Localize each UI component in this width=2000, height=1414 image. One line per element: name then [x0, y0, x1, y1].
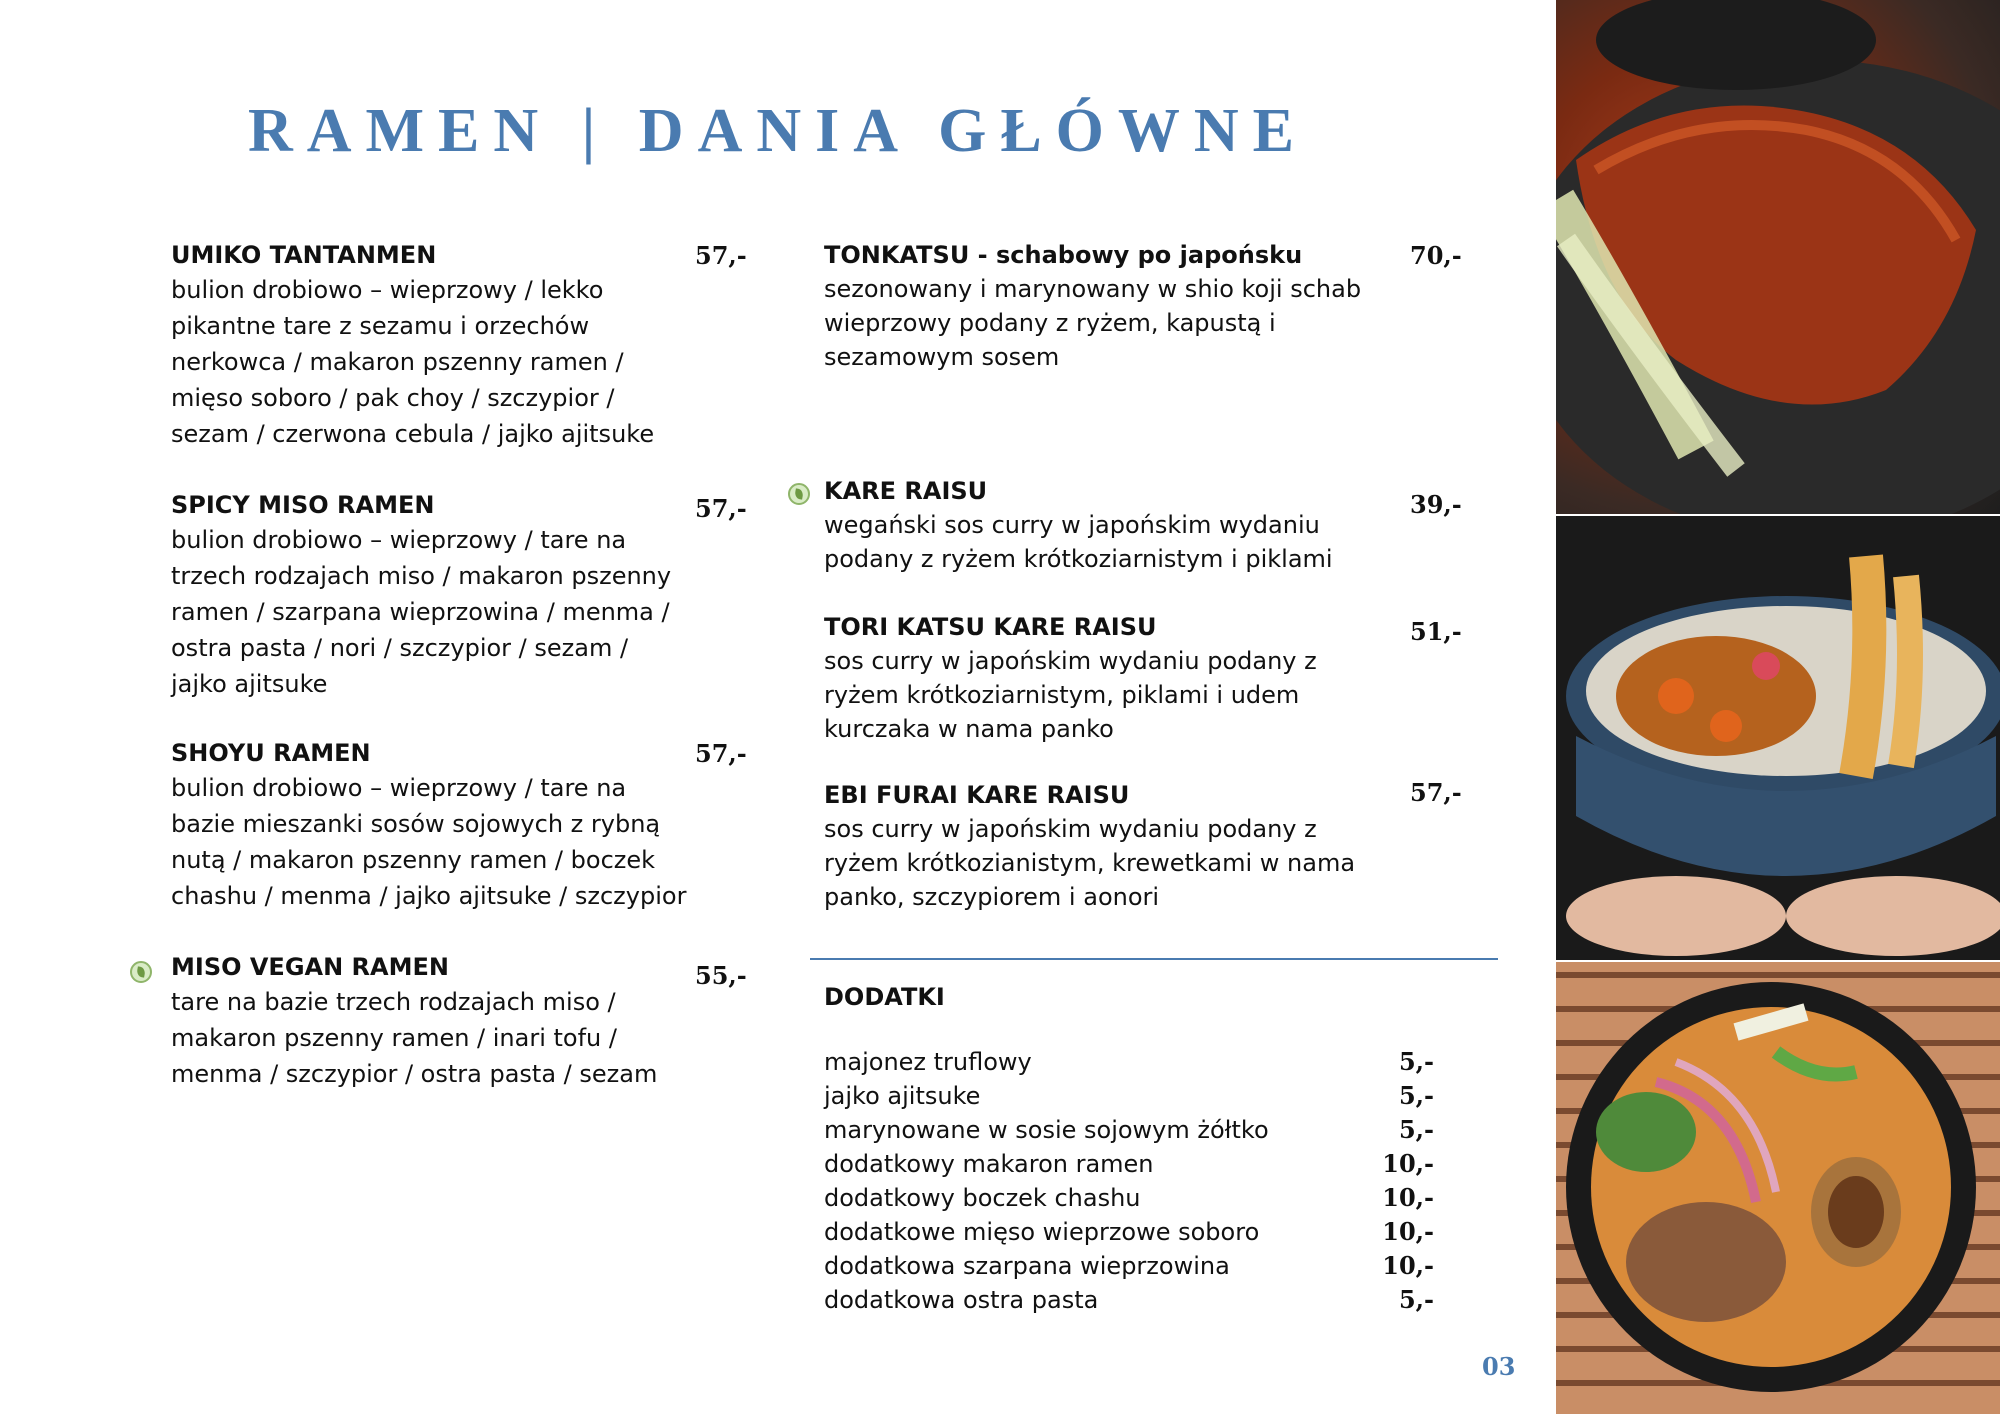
item-description: sezonowany i marynowany w shio koji schab wieprzowy podany z ryżem, kapustą i sezamowym sosem [824, 275, 1362, 371]
extra-price: 5,- [1398, 1081, 1434, 1110]
item-price: 57,- [695, 739, 747, 768]
extras-title: DODATKI [824, 983, 945, 1011]
item-name: SHOYU RAMEN [171, 739, 371, 767]
extra-price: 5,- [1398, 1115, 1434, 1144]
item-name: KARE RAISU [824, 477, 988, 505]
item-description: tare na bazie trzech rodzajach miso / makaron pszenny ramen / inari tofu / menma / szczypior / ostra pasta / sezam [171, 988, 658, 1088]
extra-name: dodatkowe mięso wieprzowe soboro [824, 1218, 1260, 1246]
extra-name: majonez truflowy [824, 1048, 1032, 1076]
item-price: 55,- [695, 961, 747, 990]
extras-row [824, 1217, 1434, 1251]
item-price: 57,- [1410, 778, 1462, 807]
item-name: UMIKO TANTANMEN [171, 241, 437, 269]
item-price: 57,- [695, 494, 747, 523]
extras-row [824, 1251, 1434, 1285]
extra-name: dodatkowa szarpana wieprzowina [824, 1252, 1230, 1280]
extra-price: 10,- [1382, 1149, 1434, 1178]
menu-item-ebi-furai-kare-raisu [824, 778, 1364, 914]
curry-bowl-photo [1556, 516, 2000, 960]
item-description: sos curry w japońskim wydaniu podany z ryżem krótkozianistym, krewetkami w nama panko, szczypiorem i aonori [824, 815, 1356, 911]
extra-price: 10,- [1382, 1183, 1434, 1212]
ramen-bowl-photo [1556, 962, 2000, 1414]
extras-row [824, 1285, 1434, 1319]
ramen-bowl-illustration [1556, 962, 2000, 1414]
extras-row [824, 1047, 1434, 1081]
extras-list [824, 1047, 1434, 1319]
item-description: sos curry w japońskim wydaniu podany z ryżem krótkoziarnistym, piklami i udem kurczaka w nama panko [824, 647, 1317, 743]
item-price: 39,- [1410, 490, 1462, 519]
extra-price: 5,- [1398, 1047, 1434, 1076]
tonkatsu-photo [1556, 0, 2000, 514]
extra-name: dodatkowy boczek chashu [824, 1184, 1141, 1212]
extra-price: 5,- [1398, 1285, 1434, 1314]
item-name: TORI KATSU KARE RAISU [824, 613, 1157, 641]
menu-item-miso-vegan-ramen [171, 950, 691, 1092]
tonkatsu-illustration [1556, 0, 2000, 514]
item-name: MISO VEGAN RAMEN [171, 953, 449, 981]
extras-row [824, 1149, 1434, 1183]
extra-name: dodatkowa ostra pasta [824, 1286, 1099, 1314]
item-description: bulion drobiowo – wieprzowy / tare na trzech rodzajach miso / makaron pszenny ramen / szarpana wieprzowina / menma / ostra pasta / nori / szczypior / sezam / jajko ajitsuke [171, 526, 672, 698]
extras-row [824, 1081, 1434, 1115]
item-price: 51,- [1410, 617, 1462, 646]
menu-item-shoyu-ramen [171, 736, 691, 914]
extra-price: 10,- [1382, 1217, 1434, 1246]
vegan-leaf-icon [788, 483, 810, 505]
page-number: 03 [1482, 1352, 1516, 1381]
item-price: 70,- [1410, 241, 1462, 270]
item-description: wegański sos curry w japońskim wydaniu podany z ryżem krótkoziarnistym i piklami [824, 511, 1333, 573]
item-name: SPICY MISO RAMEN [171, 491, 435, 519]
menu-item-kare-raisu [824, 474, 1364, 576]
extras-row [824, 1183, 1434, 1217]
extra-name: marynowane w sosie sojowym żółtko [824, 1116, 1269, 1144]
menu-item-spicy-miso-ramen [171, 488, 691, 702]
menu-item-umiko-tantanmen [171, 238, 691, 452]
menu-item-tonkatsu [824, 238, 1364, 374]
extra-name: jajko ajitsuke [824, 1082, 981, 1110]
vegan-leaf-icon [130, 961, 152, 983]
item-description: bulion drobiowo – wieprzowy / lekko pikantne tare z sezamu i orzechów nerkowca / makaron pszenny ramen / mięso soboro / pak choy / szczypior / sezam / czerwona cebula / jajko ajitsuke [171, 276, 655, 448]
item-price: 57,- [695, 241, 747, 270]
curry-bowl-illustration [1556, 516, 2000, 960]
item-name: EBI FURAI KARE RAISU [824, 781, 1130, 809]
item-description: bulion drobiowo – wieprzowy / tare na bazie mieszanki sosów sojowych z rybną nutą / makaron pszenny ramen / boczek chashu / menma / jajko ajitsuke / szczypior [171, 774, 687, 910]
extra-price: 10,- [1382, 1251, 1434, 1280]
page-title: RAMEN | DANIA GŁÓWNE [247, 97, 1309, 165]
menu-item-tori-katsu-kare-raisu [824, 610, 1364, 746]
extra-name: dodatkowy makaron ramen [824, 1150, 1154, 1178]
item-name: TONKATSU - schabowy po japońsku [824, 241, 1303, 269]
extras-row [824, 1115, 1434, 1149]
section-divider [810, 958, 1498, 960]
